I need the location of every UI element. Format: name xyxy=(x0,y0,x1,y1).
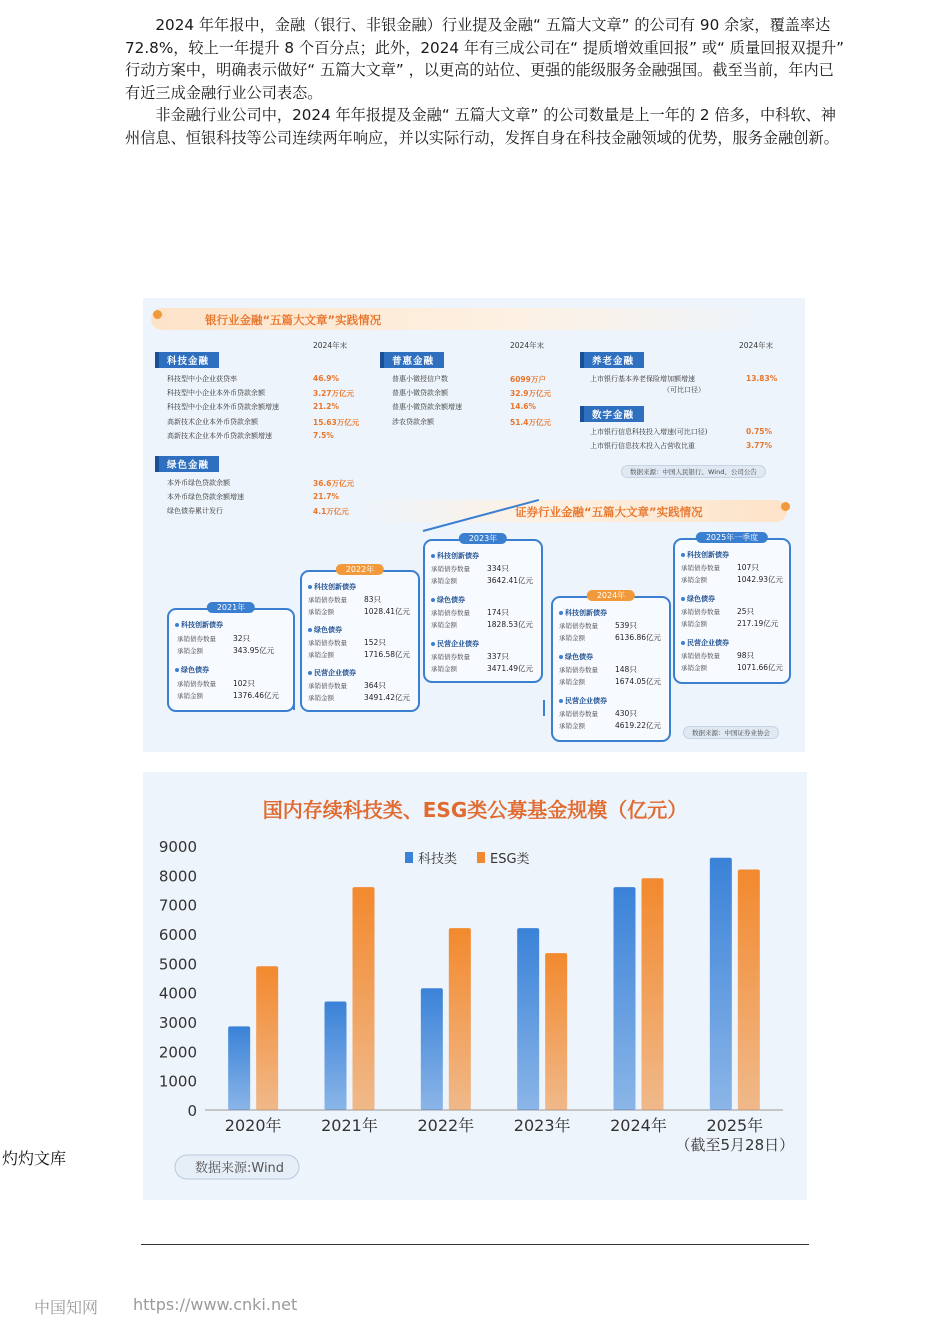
card-amount-label: 承销金额 xyxy=(177,692,203,700)
legend-label: ESG类 xyxy=(490,852,530,867)
bank-pension-value-1: 13.83% xyxy=(746,374,778,383)
finance-infographic xyxy=(143,298,805,752)
card-amount-value: 1028.41亿元 xyxy=(364,607,411,616)
y-tick-label: 4000 xyxy=(158,984,197,1003)
card-item-title: 民营企业债券 xyxy=(559,696,607,706)
bank-green-label-1: 本外币绿色贷款余额 xyxy=(167,479,230,487)
securities-card-2025q1 xyxy=(673,533,791,684)
footer-site-name: 中国知网 xyxy=(34,1298,99,1317)
bank-inclusive-label-4: 涉农贷款余额 xyxy=(392,418,434,426)
card-count-value: 25只 xyxy=(737,607,755,616)
card-amount-label: 承销金额 xyxy=(431,577,457,585)
bar-tech xyxy=(325,1001,347,1110)
card-item-title: 绿色债券 xyxy=(559,652,593,662)
card-amount-label: 承销金额 xyxy=(431,665,457,673)
y-tick-label: 6000 xyxy=(158,926,197,944)
article-paragraph-1: 2024 年年报中，金融（银行、非银金融）行业提及金融“ 五篇大文章” 的公司有 90 余家，覆盖率达 72.8%，较上一年提升 8 个百分点；此外，2024 年有三成公司在“ 提质增效重回报” 或“ 质量回报双提升” 行动方案中，明确表示做好“ 五篇大文章” ，以更高的站位、更强的能级服务金融强国。截至当前，年内已有近三成金融行业公司表态。 xyxy=(125,16,844,102)
y-tick-label: 7000 xyxy=(158,896,197,915)
year-chip: 2025年一季度 xyxy=(696,532,768,543)
securities-card-2021 xyxy=(167,603,295,712)
card-amount-value: 343.95亿元 xyxy=(233,646,275,655)
bank-green-value-1: 36.6万亿元 xyxy=(313,479,355,488)
y-tick-label: 1000 xyxy=(158,1072,197,1091)
card-count-value: 337只 xyxy=(487,652,509,661)
watermark-text: 灼灼文库 xyxy=(2,1149,67,1168)
card-count-label: 承销债券数量 xyxy=(559,666,598,674)
bank-inclusive-heading: 普惠金融 xyxy=(380,352,444,368)
card-item-title: 科技创新债券 xyxy=(175,620,223,630)
securities-card-2024 xyxy=(551,591,671,742)
card-amount-value: 1042.93亿元 xyxy=(737,575,784,584)
card-amount-value: 1828.53亿元 xyxy=(487,620,534,629)
legend-swatch xyxy=(405,852,413,863)
chart-title: 国内存续科技类、ESG类公募基金规模（亿元） xyxy=(262,798,688,822)
x-tick-label: 2025年 xyxy=(706,1116,764,1135)
bank-digital-value-2: 3.77% xyxy=(746,441,773,450)
card-amount-value: 1376.46亿元 xyxy=(233,691,280,700)
bank-pension-label-1: 上市银行基本养老保险增加额增速 xyxy=(590,375,695,383)
bank-inclusive-label-1: 普惠小微授信户数 xyxy=(392,375,448,383)
bar-esg xyxy=(545,953,567,1110)
bar-tech xyxy=(517,928,539,1110)
card-item-title: 民营企业债券 xyxy=(681,638,729,648)
card-amount-label: 承销金额 xyxy=(559,722,585,730)
card-amount-value: 1071.66亿元 xyxy=(737,663,784,672)
card-count-value: 334只 xyxy=(487,564,509,573)
card-amount-label: 承销金额 xyxy=(681,664,707,672)
card-count-value: 364只 xyxy=(364,681,386,690)
card-count-label: 承销债券数量 xyxy=(431,565,470,573)
securities-title: 证券行业金融“五篇大文章”实践情况 xyxy=(515,505,703,519)
card-count-label: 承销债券数量 xyxy=(308,682,347,690)
bank-green-value-2: 21.7% xyxy=(313,492,340,501)
bar-esg xyxy=(449,928,471,1110)
bank-tech-value-4: 15.63万亿元 xyxy=(313,418,360,427)
y-tick-label: 3000 xyxy=(158,1014,197,1032)
card-amount-label: 承销金额 xyxy=(559,634,585,642)
bank-tech-heading: 科技金融 xyxy=(155,352,219,368)
legend-label: 科技类 xyxy=(418,852,458,867)
card-item-title: 绿色债券 xyxy=(681,594,715,604)
bank-inclusive-label-2: 普惠小微贷款余额 xyxy=(392,389,448,397)
bank-tech-label-2: 科技型中小企业本外币贷款余额 xyxy=(167,389,265,397)
year-chip: 2023年 xyxy=(459,533,507,544)
bank-green-label-2: 本外币绿色贷款余额增速 xyxy=(167,493,244,501)
bank-green-heading: 绿色金融 xyxy=(155,456,219,472)
card-amount-label: 承销金额 xyxy=(559,678,585,686)
card-amount-label: 承销金额 xyxy=(308,694,334,702)
card-count-value: 174只 xyxy=(487,608,509,617)
bank-tech-value-1: 46.9% xyxy=(313,374,340,383)
bank-digital-label-1: 上市银行信息科技投入增速(可比口径) xyxy=(590,428,708,436)
card-count-value: 152只 xyxy=(364,638,386,647)
year-chip: 2021年 xyxy=(207,602,255,613)
legend-swatch xyxy=(477,852,485,863)
card-amount-value: 3642.41亿元 xyxy=(487,576,534,585)
y-tick-label: 8000 xyxy=(158,867,197,886)
card-count-value: 107只 xyxy=(737,563,759,572)
bank-green-value-3: 4.1万亿元 xyxy=(313,507,349,516)
card-count-value: 98只 xyxy=(737,651,755,660)
x-tick-label: 2024年 xyxy=(610,1116,667,1135)
card-count-label: 承销债券数量 xyxy=(177,680,216,688)
bar-esg xyxy=(738,869,760,1110)
x-tick-label: 2020年 xyxy=(224,1116,282,1135)
bank-tech-label-5: 高新技术企业本外币贷款余额增速 xyxy=(167,432,272,440)
card-count-value: 148只 xyxy=(615,665,637,674)
bank-digital-label-2: 上市银行信息技术投入占营收比重 xyxy=(590,442,695,450)
bank-tech-value-2: 3.27万亿元 xyxy=(313,389,355,398)
bank-year-label-1: 2024年末 xyxy=(313,341,348,350)
x-tick-label: 2021年 xyxy=(321,1116,378,1135)
card-amount-value: 1716.58亿元 xyxy=(364,650,411,659)
card-count-label: 承销债券数量 xyxy=(559,622,598,630)
bank-green-label-3: 绿色债券累计发行 xyxy=(167,507,223,515)
y-tick-label: 0 xyxy=(187,1102,197,1120)
bar-tech xyxy=(421,988,443,1110)
bank-inclusive-value-1: 6099万户 xyxy=(510,375,546,384)
bar-tech xyxy=(614,887,636,1110)
x-tick-label: 2023年 xyxy=(513,1116,571,1135)
bank-digital-value-1: 0.75% xyxy=(746,427,773,436)
card-count-label: 承销债券数量 xyxy=(431,653,470,661)
bank-tech-label-4: 高新技术企业本外币贷款余额 xyxy=(167,418,258,426)
card-item-title: 绿色债券 xyxy=(175,665,209,675)
x-tick-label: 2022年 xyxy=(417,1116,475,1135)
card-count-value: 83只 xyxy=(364,595,382,604)
card-item-title: 绿色债券 xyxy=(431,595,465,605)
card-count-label: 承销债券数量 xyxy=(559,710,598,718)
y-tick-label: 5000 xyxy=(158,955,197,974)
card-count-label: 承销债券数量 xyxy=(308,639,347,647)
bar-tech xyxy=(228,1026,250,1110)
card-item-title: 绿色债券 xyxy=(308,625,342,635)
card-amount-label: 承销金额 xyxy=(308,651,334,659)
bar-esg xyxy=(353,887,375,1110)
card-count-label: 承销债券数量 xyxy=(177,635,216,643)
bank-source-badge: 数据来源：中国人民银行、Wind、公司公告 xyxy=(621,465,766,478)
bar-tech xyxy=(710,858,732,1110)
bank-tech-label-3: 科技型中小企业本外币贷款余额增速 xyxy=(167,403,279,411)
securities-card-2022 xyxy=(300,565,420,712)
bank-tech-label-1: 科技型中小企业获贷率 xyxy=(167,375,237,383)
bar-esg xyxy=(256,966,278,1110)
footer-url[interactable]: https://www.cnki.net xyxy=(133,1295,298,1314)
connector-line xyxy=(543,700,545,716)
year-chip: 2024年 xyxy=(587,590,635,601)
y-tick-label: 9000 xyxy=(158,838,197,856)
bank-inclusive-label-3: 普惠小微贷款余额增速 xyxy=(392,403,462,411)
article-paragraph-2: 非金融行业公司中，2024 年年报提及金融“ 五篇大文章” 的公司数量是上一年的 2 倍多，中科软、神州信息、恒银科技等公司连续两年响应，并以实际行动，发挥自身在科技金融领域的优势，服务金融创新。 xyxy=(125,106,839,147)
bank-inclusive-value-3: 14.6% xyxy=(510,402,537,411)
article-body xyxy=(125,14,845,150)
card-amount-label: 承销金额 xyxy=(681,576,707,584)
x-tick-note: （截至5月28日） xyxy=(675,1136,795,1154)
card-count-value: 539只 xyxy=(615,621,637,630)
card-count-label: 承销债券数量 xyxy=(681,564,720,572)
card-item-title: 民营企业债券 xyxy=(431,639,479,649)
card-count-label: 承销债券数量 xyxy=(681,652,720,660)
securities-source-badge: 数据来源：中国证券业协会 xyxy=(683,726,779,739)
bank-pension-label-1b: （可比口径） xyxy=(663,386,705,394)
card-amount-value: 4619.22亿元 xyxy=(615,721,662,730)
bar-esg xyxy=(642,878,664,1110)
card-amount-value: 217.19亿元 xyxy=(737,619,779,628)
securities-card-2023 xyxy=(423,534,543,683)
card-count-label: 承销债券数量 xyxy=(308,596,347,604)
bank-title: 银行业金融“五篇大文章”实践情况 xyxy=(205,313,382,327)
card-amount-label: 承销金额 xyxy=(177,647,203,655)
fund-size-chart xyxy=(143,772,807,1200)
securities-title-dot xyxy=(781,502,790,511)
bank-title-dot xyxy=(153,310,162,319)
chart-canvas xyxy=(143,772,807,1200)
card-amount-value: 3471.49亿元 xyxy=(487,664,534,673)
bank-inclusive-value-2: 32.9万亿元 xyxy=(510,389,552,398)
card-amount-value: 6136.86亿元 xyxy=(615,633,662,642)
card-amount-label: 承销金额 xyxy=(681,620,707,628)
card-amount-label: 承销金额 xyxy=(308,608,334,616)
card-item-title: 科技创新债券 xyxy=(681,550,729,560)
y-tick-label: 2000 xyxy=(158,1043,197,1062)
bank-digital-heading: 数字金融 xyxy=(580,406,644,422)
card-amount-value: 1674.05亿元 xyxy=(615,677,662,686)
card-count-value: 102只 xyxy=(233,679,255,688)
card-item-title: 科技创新债券 xyxy=(308,582,356,592)
card-amount-value: 3491.42亿元 xyxy=(364,693,411,702)
card-item-title: 科技创新债券 xyxy=(559,608,607,618)
card-count-value: 32只 xyxy=(233,634,251,643)
chart-source-text: 数据来源:Wind xyxy=(195,1161,285,1176)
card-count-value: 430只 xyxy=(615,709,637,718)
card-item-title: 民营企业债券 xyxy=(308,668,356,678)
year-chip: 2022年 xyxy=(336,564,384,575)
card-count-label: 承销债券数量 xyxy=(431,609,470,617)
bank-year-label-2: 2024年末 xyxy=(510,341,545,350)
bank-year-label-3: 2024年末 xyxy=(739,341,774,350)
card-count-label: 承销债券数量 xyxy=(681,608,720,616)
bank-tech-value-5: 7.5% xyxy=(313,431,334,440)
card-amount-label: 承销金额 xyxy=(431,621,457,629)
footer-divider xyxy=(141,1244,809,1245)
bank-tech-value-3: 21.2% xyxy=(313,402,340,411)
card-item-title: 科技创新债券 xyxy=(431,551,479,561)
bank-pension-heading: 养老金融 xyxy=(580,352,644,368)
bank-inclusive-value-4: 51.4万亿元 xyxy=(510,418,552,427)
